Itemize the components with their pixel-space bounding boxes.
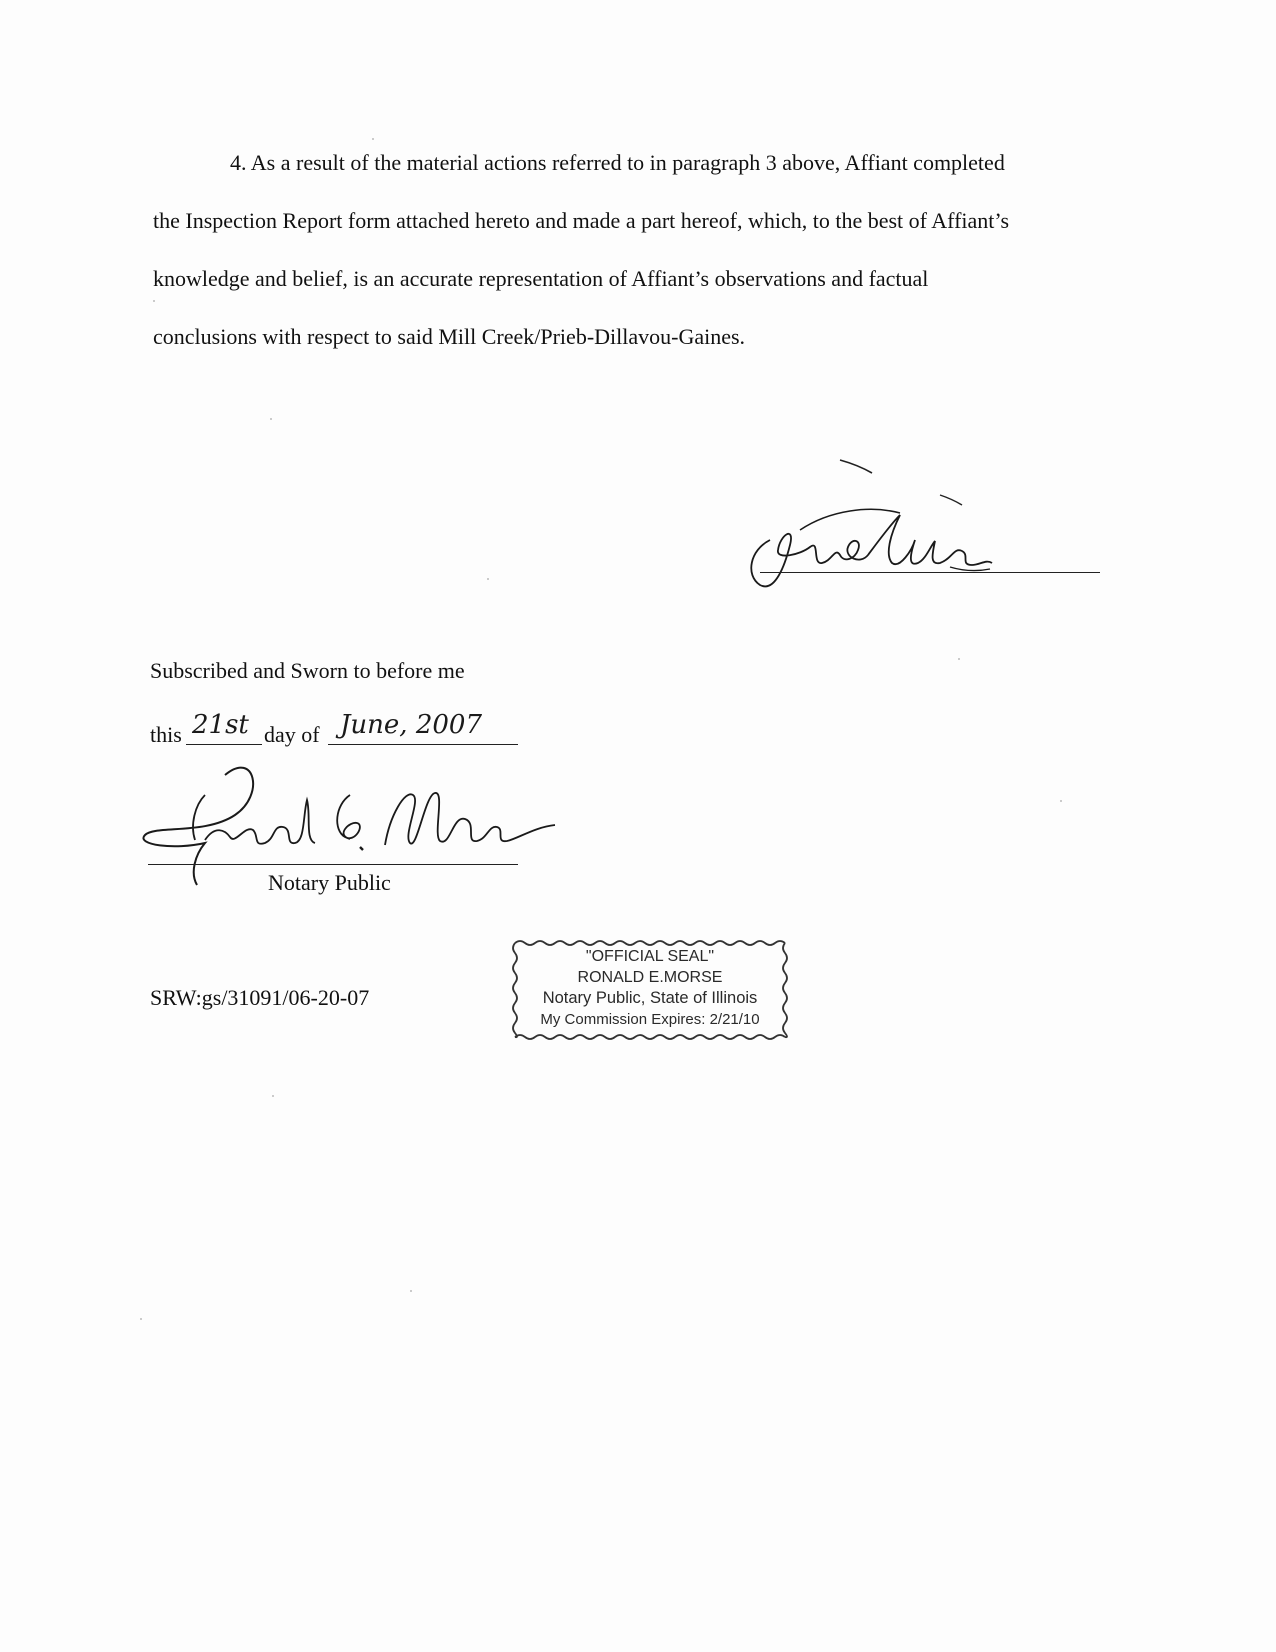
notary-public-label: Notary Public <box>268 870 391 895</box>
this-label: this <box>150 722 182 747</box>
affiant-signature-scribble <box>740 455 1100 605</box>
affiant-signature <box>740 455 1100 605</box>
day-value: 21st <box>192 710 249 740</box>
month-year-value: June, 2007 <box>340 710 482 740</box>
paragraph-line-3: knowledge and belief, is an accurate representation of Affiant’s observations and factual <box>153 266 929 291</box>
seal-jurisdiction: Notary Public, State of Illinois <box>542 989 758 1007</box>
scan-speck <box>1060 800 1062 802</box>
scan-speck <box>487 578 489 580</box>
scan-speck <box>372 138 374 140</box>
scan-speck <box>140 1318 142 1320</box>
scan-speck <box>958 658 960 660</box>
day-of-label: day of <box>264 722 320 747</box>
affiant-signature-line <box>760 572 1100 573</box>
scan-speck <box>153 300 155 302</box>
scan-speck <box>270 418 272 420</box>
scan-speck <box>410 1290 412 1292</box>
seal-notary-name: RONALD E.MORSE <box>577 969 723 986</box>
jurat-heading: Subscribed and Sworn to before me <box>150 658 465 683</box>
month-year-underline <box>328 744 518 745</box>
paragraph-line-1: 4. As a result of the material actions referred to in paragraph 3 above, Affiant completed <box>230 150 1005 175</box>
seal-commission-expiry: My Commission Expires: 2/21/10 <box>540 1011 760 1028</box>
paragraph-line-4: conclusions with respect to said Mill Creek/Prieb-Dillavou-Gaines. <box>153 324 746 349</box>
day-underline <box>186 744 262 745</box>
notary-signature-line <box>148 864 518 865</box>
reference-code: SRW:gs/31091/06-20-07 <box>150 985 370 1010</box>
seal-title: "OFFICIAL SEAL" <box>585 948 715 965</box>
scan-speck <box>272 1095 274 1097</box>
paragraph-line-2: the Inspection Report form attached hereto and made a part hereof, which, to the best of Affiant’s <box>153 208 1010 233</box>
official-seal-stamp <box>510 938 790 1042</box>
